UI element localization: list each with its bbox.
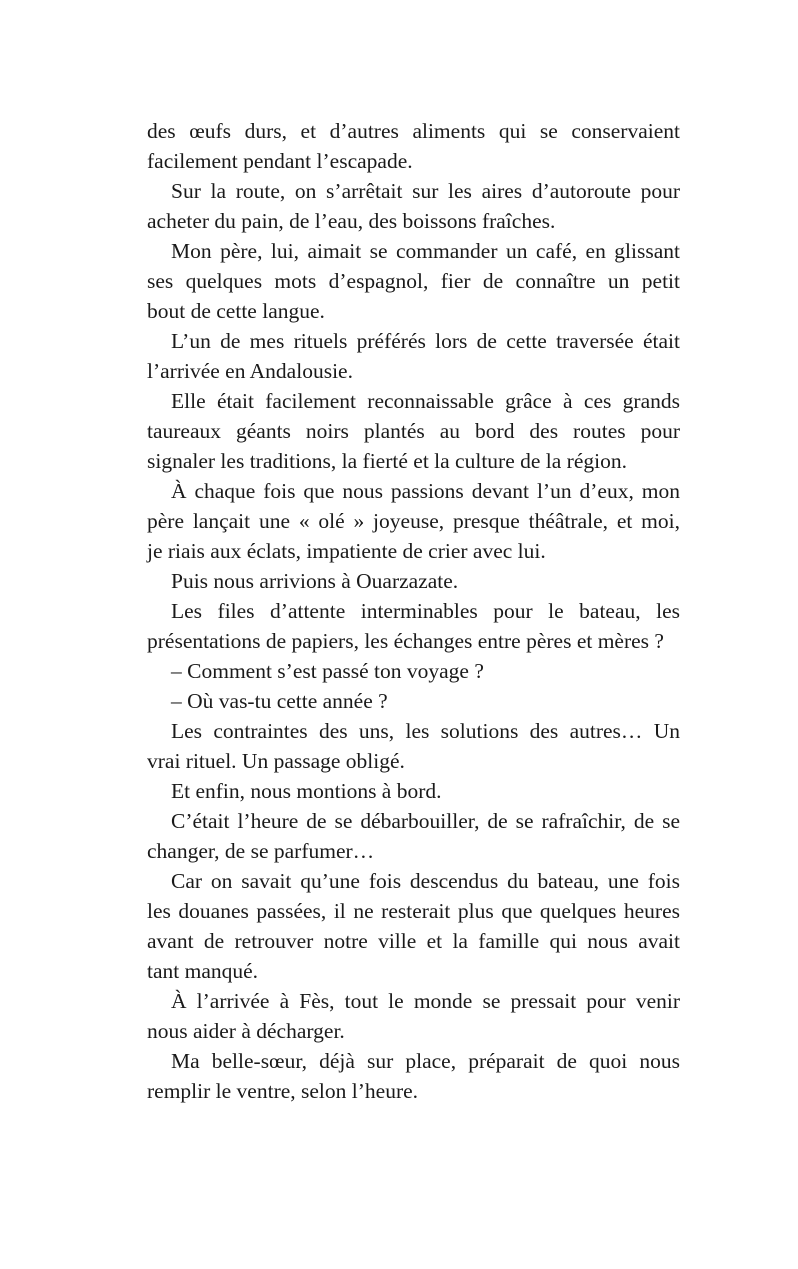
text-line: facilement pendant l’escapade. [147, 149, 413, 173]
paragraph [147, 776, 680, 806]
text-line: tant manqué. [147, 959, 259, 983]
text-line: les douanes passées, il ne resterait plus que quelques heures [147, 899, 680, 923]
text-line: père lançait une « olé » joyeuse, presque théâtrale, et moi, [147, 509, 680, 533]
text-line: L’un de mes rituels préférés lors de cette traversée était [171, 329, 680, 353]
text-line: changer, de se parfumer… [147, 839, 375, 863]
text-line: Ma belle-sœur, déjà sur place, préparait de quoi nous [171, 1049, 680, 1073]
text-line: l’arrivée en Andalousie. [147, 359, 353, 383]
text-line: Car on savait qu’une fois descendus du bateau, une fois [171, 869, 680, 893]
text-line: je riais aux éclats, impatiente de crier avec lui. [147, 539, 546, 563]
text-line: À l’arrivée à Fès, tout le monde se pressait pour venir [171, 989, 680, 1013]
paragraph [147, 566, 680, 596]
text-line: présentations de papiers, les échanges entre pères et mères ? [147, 629, 664, 653]
text-line: Et enfin, nous montions à bord. [171, 779, 442, 803]
paragraph [147, 116, 680, 176]
paragraph [147, 326, 680, 386]
paragraph [147, 386, 680, 476]
text-line: À chaque fois que nous passions devant l’un d’eux, mon [171, 479, 680, 503]
text-line: Elle était facilement reconnaissable grâce à ces grands [171, 389, 680, 413]
paragraph [147, 806, 680, 866]
text-line: signaler les traditions, la fierté et la culture de la région. [147, 449, 627, 473]
paragraph [147, 596, 680, 656]
paragraph [147, 866, 680, 986]
paragraph [147, 986, 680, 1046]
text-line: Sur la route, on s’arrêtait sur les aires d’autoroute pour [171, 179, 680, 203]
text-line: C’était l’heure de se débarbouiller, de se rafraîchir, de se [171, 809, 680, 833]
text-line: Les contraintes des uns, les solutions des autres… Un [171, 719, 680, 743]
text-line: ses quelques mots d’espagnol, fier de connaître un petit [147, 269, 680, 293]
text-line: taureaux géants noirs plantés au bord des routes pour [147, 419, 680, 443]
paragraph [147, 236, 680, 326]
text-line: nous aider à décharger. [147, 1019, 345, 1043]
paragraph [147, 656, 680, 686]
text-line: Mon père, lui, aimait se commander un café, en glissant [171, 239, 680, 263]
text-line: vrai rituel. Un passage obligé. [147, 749, 405, 773]
paragraph [147, 1046, 680, 1106]
text-line: – Où vas-tu cette année ? [171, 689, 388, 713]
page-text-block [147, 116, 680, 1106]
text-line: Les files d’attente interminables pour le bateau, les [171, 599, 680, 623]
text-line: remplir le ventre, selon l’heure. [147, 1079, 419, 1103]
text-line: – Comment s’est passé ton voyage ? [171, 659, 484, 683]
paragraph [147, 476, 680, 566]
paragraph [147, 716, 680, 776]
text-line: bout de cette langue. [147, 299, 325, 323]
paragraph [147, 176, 680, 236]
text-line: Puis nous arrivions à Ouarzazate. [171, 569, 459, 593]
text-line: avant de retrouver notre ville et la famille qui nous avait [147, 929, 680, 953]
paragraph [147, 686, 680, 716]
text-line: acheter du pain, de l’eau, des boissons fraîches. [147, 209, 556, 233]
text-line: des œufs durs, et d’autres aliments qui se conservaient [147, 119, 680, 143]
